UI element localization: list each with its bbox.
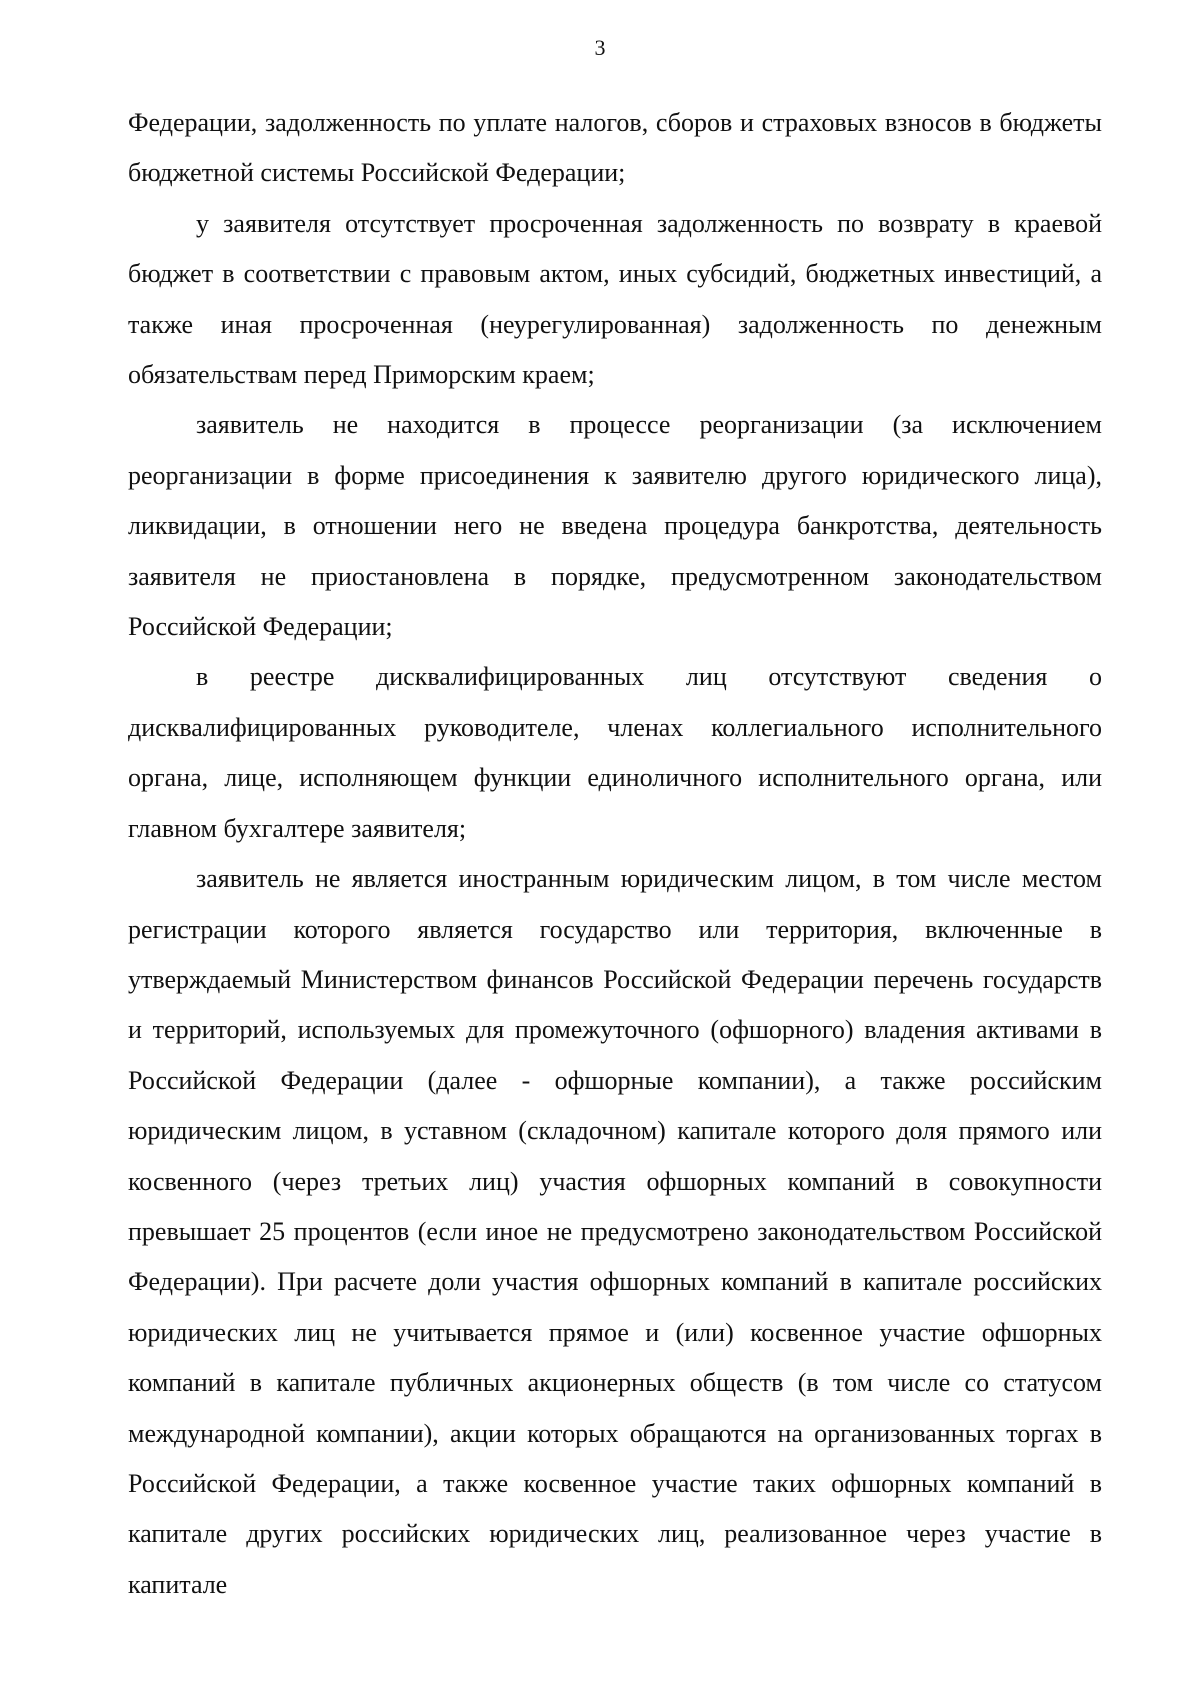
paragraph-debt-continuation: Федерации, задолженность по уплате налогов, сборов и страховых взносов в бюджеты бюджетной системы Российской Федерации; <box>128 108 1102 188</box>
paragraph-disqualified-persons: в реестре дисквалифицированных лиц отсутствуют сведения о дисквалифицированных руководителе, членах коллегиального исполнительного органа, лице, исполняющем функции единоличного исполнительного органа, или главном бухгалтере заявителя; <box>128 662 1102 843</box>
paragraph-reorganization: заявитель не находится в процессе реорганизации (за исключением реорганизации в форме присоединения к заявителю другого юридического лица), ликвидации, в отношении него не введена процедура банкротства, деятельность заявителя не приостановлена в порядке, предусмотренном законодательством Российской Федерации; <box>128 410 1102 642</box>
document-body <box>128 98 1102 1610</box>
paragraph-offshore-companies: заявитель не является иностранным юридическим лицом, в том числе местом регистрации которого является государство или территория, включенные в утверждаемый Министерством финансов Российской Федерации перечень государств и территорий, используемых для промежуточного (офшорного) владения активами в Российской Федерации (далее - офшорные компании), а также российским юридическим лицом, в уставном (складочном) капитале которого доля прямого или косвенного (через третьих лиц) участия офшорных компаний в совокупности превышает 25 процентов (если иное не предусмотрено законодательством Российской Федерации). При расчете доли участия офшорных компаний в капитале российских юридических лиц не учитывается прямое и (или) косвенное участие офшорных компаний в капитале публичных акционерных обществ (в том числе со статусом международной компании), акции которых обращаются на организованных торгах в Российской Федерации, а также косвенное участие таких офшорных компаний в капитале других российских юридических лиц, реализованное через участие в капитале <box>128 864 1102 1599</box>
page-number: 3 <box>594 35 606 60</box>
paragraph-overdue-debt: у заявителя отсутствует просроченная задолженность по возврату в краевой бюджет в соответствии с правовым актом, иных субсидий, бюджетных инвестиций, а также иная просроченная (неурегулированная) задолженность по денежным обязательствам перед Приморским краем; <box>128 208 1102 390</box>
